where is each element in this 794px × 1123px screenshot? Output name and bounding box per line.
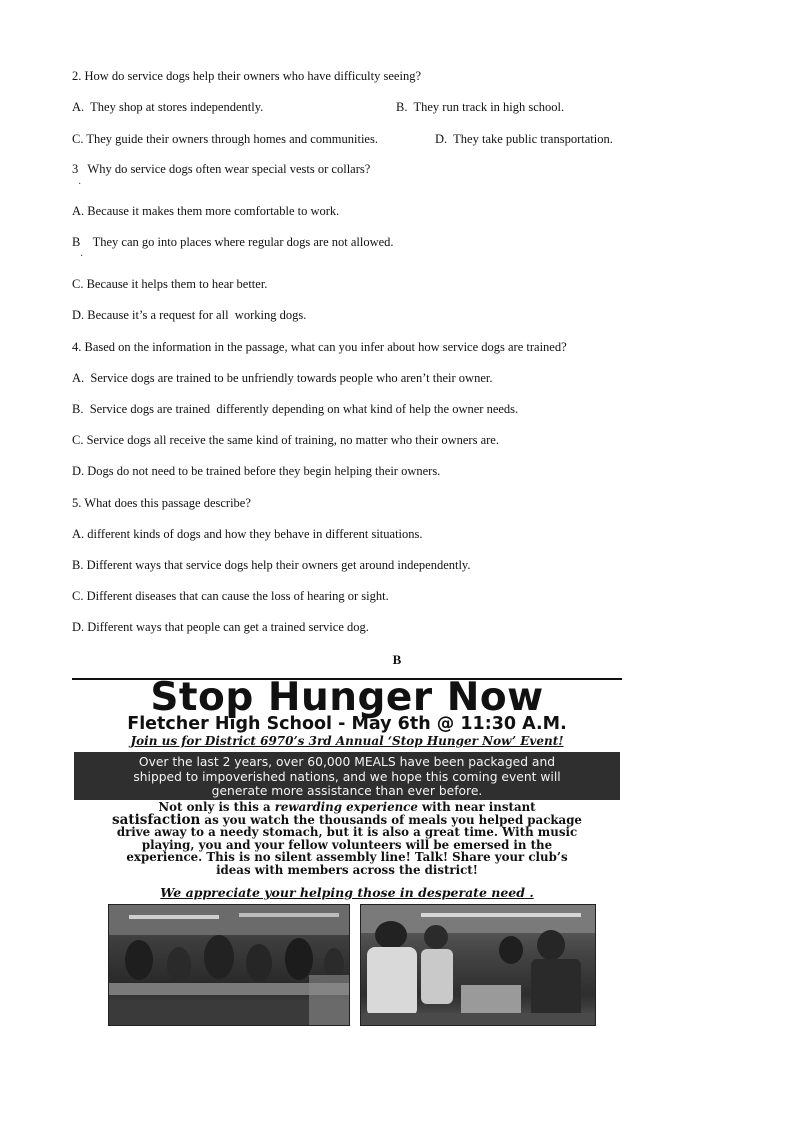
photo-illustration (361, 905, 595, 1025)
body-emphasis: satisfaction (112, 811, 201, 828)
stray-dot: · (78, 179, 82, 190)
body-text: drive away to a needy stomach, but it is also a great time. With music (116, 825, 578, 840)
body-text: Not only is this a (158, 800, 275, 814)
question-5-option-a: A. different kinds of dogs and how they behave in different situations. (72, 527, 423, 541)
question-4-stem: 4. Based on the information in the passage, what can you infer about how service dogs are trained? (72, 340, 567, 354)
question-3-option-b: B They can go into places where regular dogs are not allowed. (72, 235, 394, 249)
question-3-stem: 3 Why do service dogs often wear special vests or collars? (72, 162, 371, 176)
body-text: experience. This is no silent assembly line! Talk! Share your club’s (126, 850, 568, 865)
volunteers-photo-left (108, 904, 350, 1026)
banner-line: shipped to impoverished nations, and we hope this coming event will (133, 769, 561, 784)
poster-subtitle: Fletcher High School - May 6th @ 11:30 A.M. (127, 714, 567, 734)
question-2-option-d: D. They take public transportation. (435, 132, 613, 146)
question-2-stem: 2. How do service dogs help their owners who have difficulty seeing? (72, 69, 421, 83)
body-text: as you watch the thousands of meals you helped package (200, 812, 582, 827)
question-3-option-a: A. Because it makes them more comfortable to work. (72, 204, 340, 218)
question-5-option-b: B. Different ways that service dogs help their owners get around independently. (72, 558, 471, 572)
body-text: playing, you and your fellow volunteers will be emersed in the (141, 837, 553, 852)
question-5-option-c: C. Different diseases that can cause the loss of hearing or sight. (72, 589, 389, 603)
question-2-option-c: C. They guide their owners through homes and communities. (72, 132, 378, 146)
poster-join-line: Join us for District 6970’s 3rd Annual ‘Stop Hunger Now’ Event! (130, 734, 564, 748)
body-text: ideas with members across the district! (216, 862, 478, 877)
stop-hunger-now-poster (72, 675, 622, 1028)
question-4-option-b: B. Service dogs are trained differently depending on what kind of help the owner needs. (72, 402, 519, 416)
question-5-option-d: D. Different ways that people can get a trained service dog. (72, 620, 369, 634)
question-4-option-a: A. Service dogs are trained to be unfriendly towards people who aren’t their owner. (72, 371, 493, 385)
question-5-stem: 5. What does this passage describe? (72, 496, 251, 510)
poster-body-text (72, 801, 622, 877)
question-4-option-d: D. Dogs do not need to be trained before they begin helping their owners. (72, 464, 441, 478)
section-label: B (392, 652, 402, 667)
question-3-option-d: D. Because it’s a request for all working dogs. (72, 308, 307, 322)
question-2-option-b: B. They run track in high school. (396, 100, 565, 114)
poster-meals-banner (74, 752, 620, 800)
poster-appreciate-line: We appreciate your helping those in desperate need . (160, 885, 534, 900)
volunteers-photo-right (360, 904, 596, 1026)
banner-line: Over the last 2 years, over 60,000 MEALS have been packaged and (138, 755, 556, 769)
question-3-option-c: C. Because it helps them to hear better. (72, 277, 268, 291)
body-emphasis: rewarding experience (274, 800, 418, 814)
photo-illustration (109, 905, 349, 1025)
question-2-option-a: A. They shop at stores independently. (72, 100, 264, 114)
body-text: with near instant (417, 800, 536, 814)
banner-line: generate more assistance than ever before. (211, 784, 483, 798)
poster-title: Stop Hunger Now (150, 675, 544, 720)
stray-dot: · (80, 251, 84, 262)
question-4-option-c: C. Service dogs all receive the same kind of training, no matter who their owners are. (72, 433, 499, 447)
